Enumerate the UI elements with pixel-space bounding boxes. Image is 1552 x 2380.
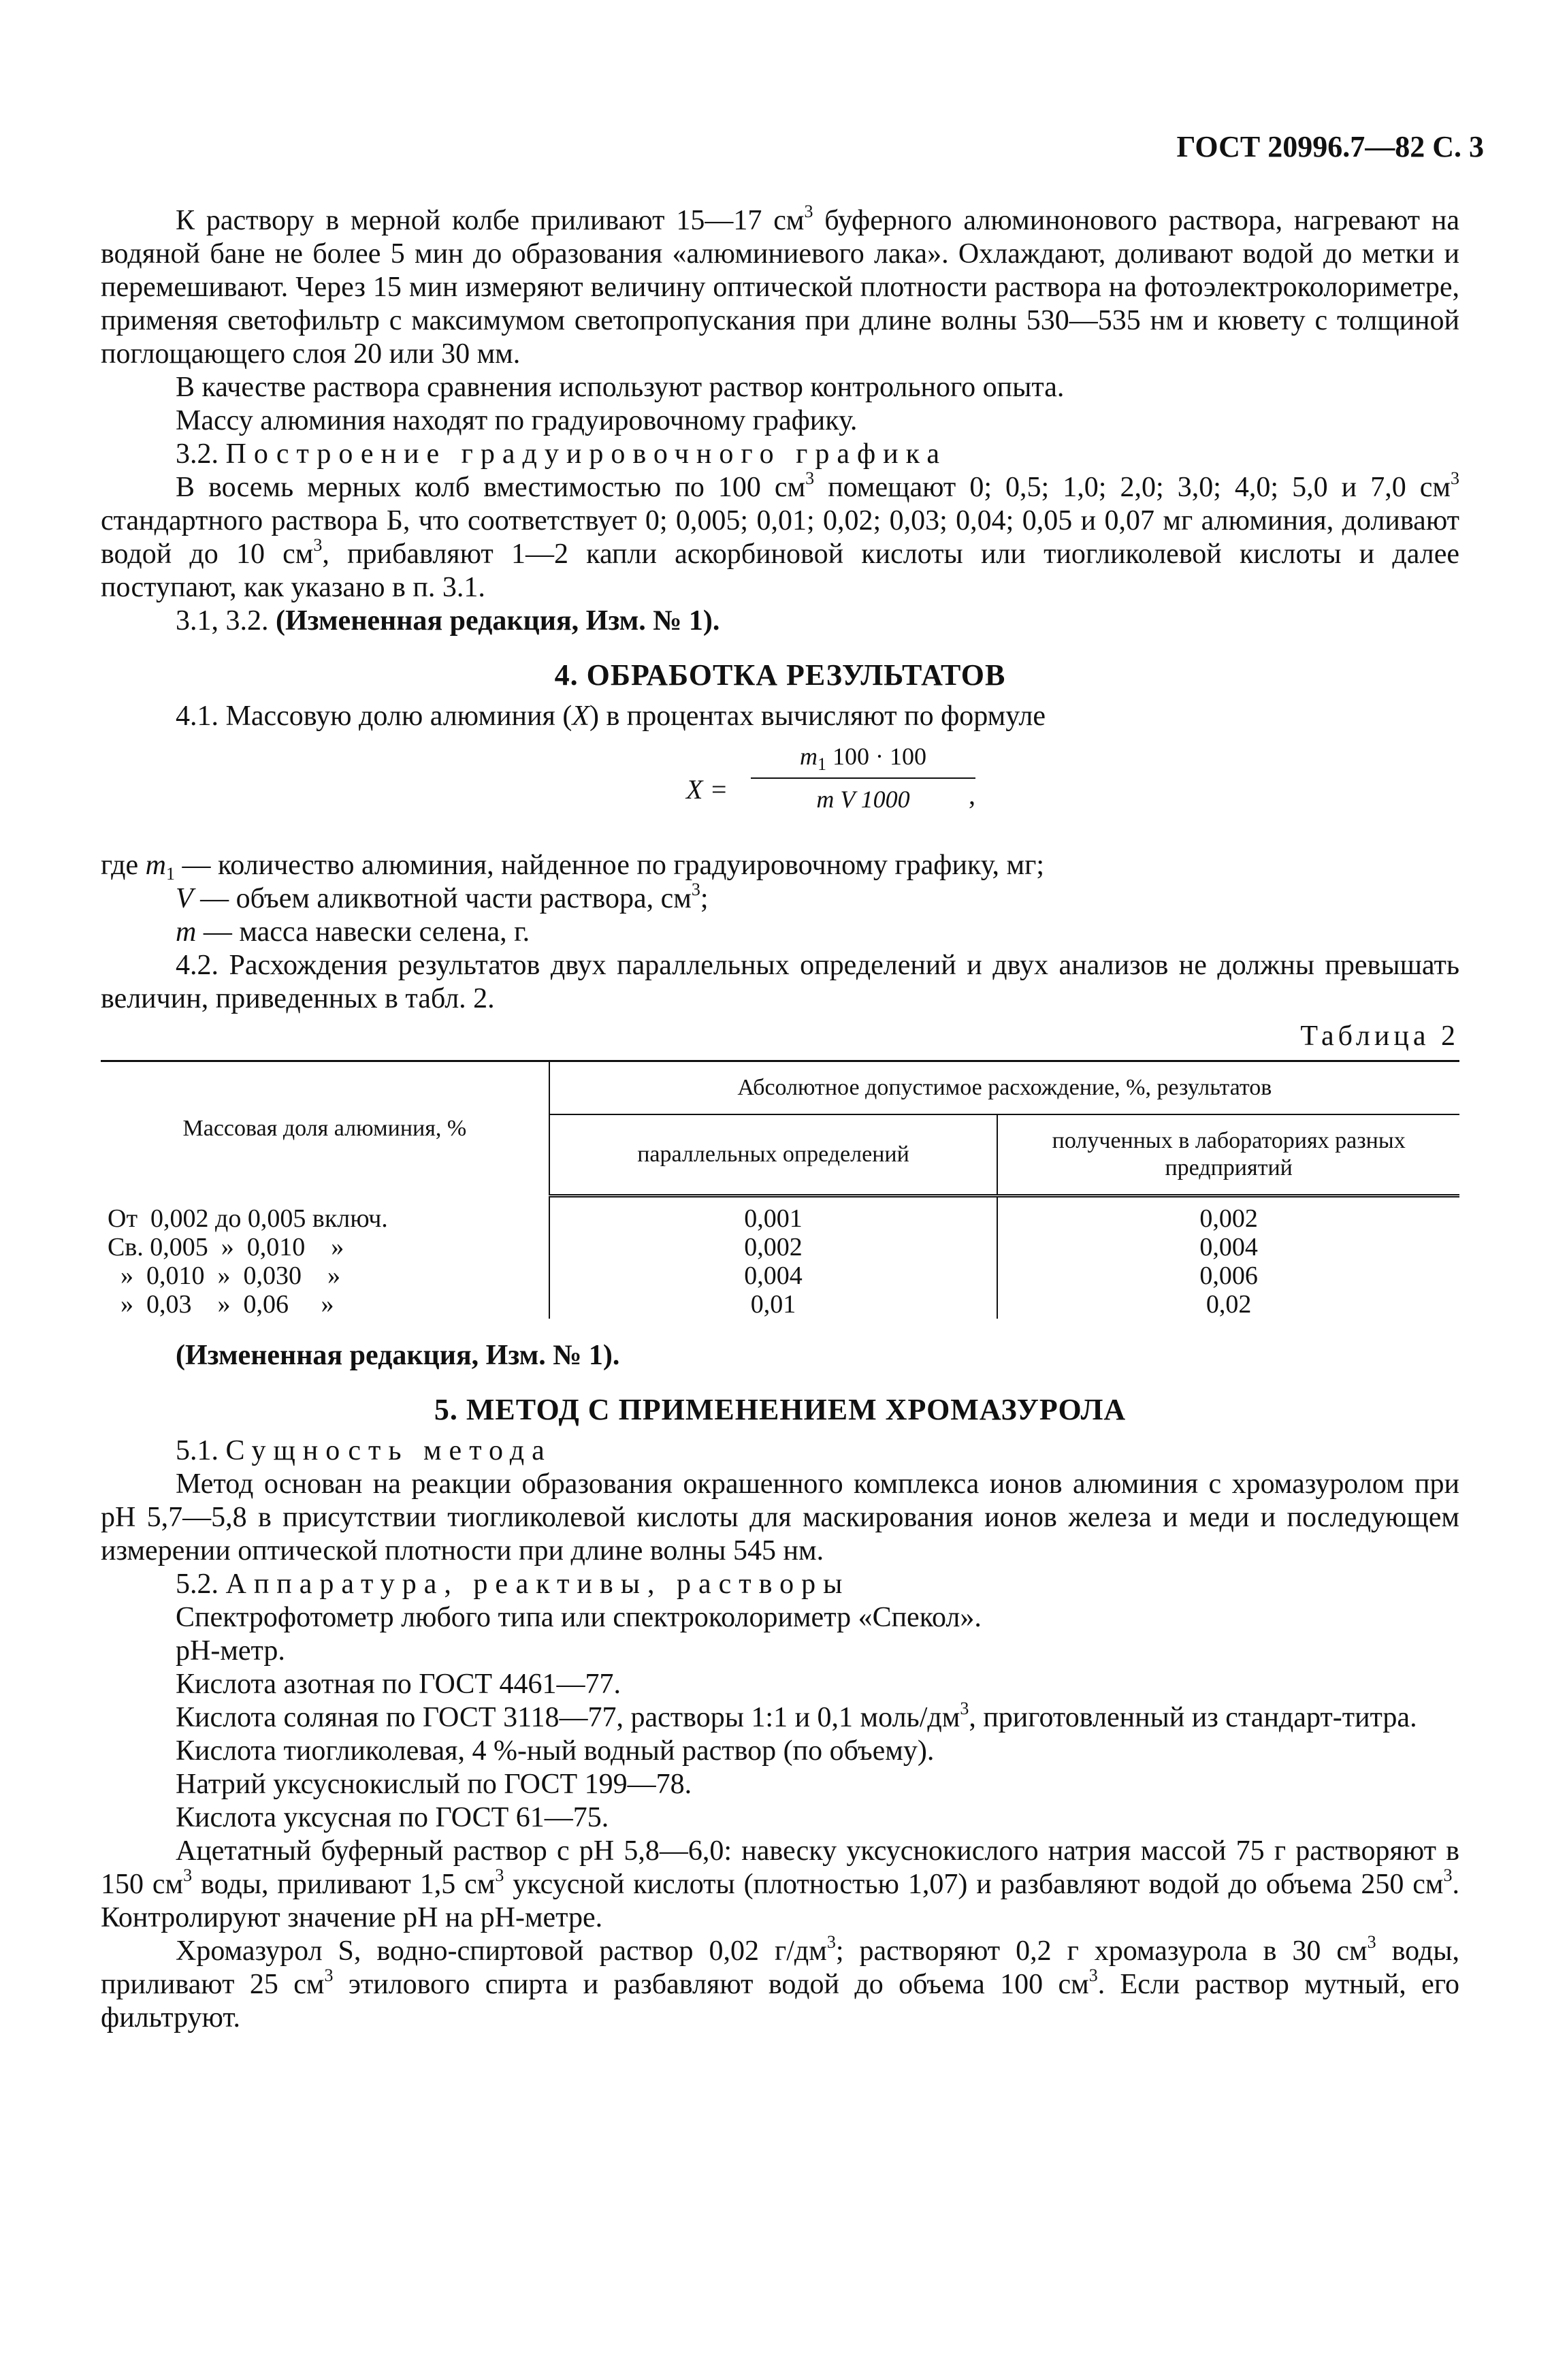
item-chromazurol: Хромазурол S, водно-спиртовой раствор 0,02 $г/дм^3$; растворяют 0,2 г хромазурола в 30 $см^3$ воды, приливают 25 $см^3$ этилового спирта и разбавляют водой до объема 100 $см^3$. Если раствор мутный, его фильтруют.: [101, 1931, 1459, 2033]
item-acetate-buffer: Ацетатный буферный раствор с pH 5,8—6,0: навеску уксуснокислого натрия массой 75 г растворяют в 150 $см^3$ воды, приливают 1,5 $см^3$ уксусной кислоты (плотностью 1,07) и разбавляют водой до объема 250 $см^3$. Контролируют значение pH на pH-метре.: [101, 1835, 1459, 1933]
item-hydrochloric-acid: Кислота соляная по ГОСТ 3118—77, растворы 1:1 и 0,1 моль/$дм^3$, приготовленный из стандарт-титра.: [176, 1698, 1417, 1733]
subsection-5-1-heading: 5.1. Сущность метода: [176, 1434, 552, 1466]
table-caption: Таблица 2: [1300, 1020, 1459, 1052]
paragraph-buffer-solution: К раствору в мерной колбе приливают 15—17 $см^3$ буферного алюминонового раствора, нагревают на водяной бане не более 5 мин до образования «алюминиевого лака». Охлаждают, доливают водой до метки и перемешивают. Через 15 мин измеряют величину оптической плотности раствора на фотоэлектроколориметре, применяя светофильтр с максимумом светопропускания при длине волны 530—535 нм и кювету с толщиной поглощающего слоя 20 или 30 мм.: [101, 202, 1459, 370]
item-sodium-acetate: Натрий уксуснокислый по ГОСТ 199—78.: [176, 1768, 692, 1800]
legend-v: V — объем аликвотной части раствора, $см^3$;: [176, 880, 709, 914]
table-header-labs: полученных в лабораториях разных предприятий: [997, 1114, 1459, 1196]
formula-numerator: $m_1$ 100 · 100: [751, 740, 975, 779]
table-row: » 0,010 » 0,030 » 0,004 0,006: [101, 1261, 1459, 1290]
paragraph-calibration: В восемь мерных колб вместимостью по 100 $см^3$ помещают 0; 0,5; 1,0; 2,0; 3,0; 4,0; 5,0 и 7,0 $см^3$ стандартного раствора Б, что соответствует 0; 0,005; 0,01; 0,02; 0,03; 0,04; 0,05 и 0,07 мг алюминия, доливают водой до 10 $см^3$, прибавляют 1—2 капли аскорбиновой кислоты или тиогликолевой кислоты и далее поступают, как указано в п. 3.1.: [101, 468, 1459, 603]
item-ph-meter: pH-метр.: [176, 1635, 285, 1667]
item-acetic-acid: Кислота уксусная по ГОСТ 61—75.: [176, 1801, 609, 1833]
table-header-mass-fraction: Массовая доля алюминия, %: [101, 1061, 549, 1196]
formula-lhs: X =: [686, 774, 728, 805]
paragraph-4-2: 4.2. Расхождения результатов двух параллельных определений и двух анализов не должны превышать величин, приведенных в табл. 2.: [101, 950, 1459, 1014]
section-5-heading: 5. МЕТОД С ПРИМЕНЕНИЕМ ХРОМАЗУРОЛА: [434, 1392, 1127, 1426]
paragraph-reference-solution: В качестве раствора сравнения используют раствор контрольного опыта.: [176, 372, 1065, 403]
table-row: » 0,03 » 0,06 » 0,01 0,02: [101, 1290, 1459, 1319]
formula-fraction: [751, 740, 975, 816]
legend-m: m — масса навески селена, г.: [176, 916, 530, 948]
paragraph-4-1: 4.1. Массовую долю алюминия (X) в процентах вычисляют по формуле: [176, 701, 1046, 732]
item-thioglycolic-acid: Кислота тиогликолевая, 4 %-ный водный раствор (по объему).: [176, 1735, 935, 1767]
formula-denominator: m V 1000: [816, 786, 910, 813]
section-4-heading: 4. ОБРАБОТКА РЕЗУЛЬТАТОВ: [554, 658, 1006, 692]
paragraph-mass-by-graph: Массу алюминия находят по градуировочному графику.: [176, 405, 858, 436]
amendment-note-4: (Измененная редакция, Изм. № 1).: [176, 1339, 620, 1371]
table-header-group: Абсолютное допустимое расхождение, %, результатов: [549, 1061, 1459, 1115]
table-row: Св. 0,005 » 0,010 » 0,002 0,004: [101, 1233, 1459, 1261]
paragraph-method-essence: Метод основан на реакции образования окрашенного комплекса ионов алюминия с хромазуролом при pH 5,7—5,8 в присутствии тиогликолевой кислоты для маскирования ионов железа и меди и последующем измерении оптической плотности при длине волны 545 нм.: [101, 1468, 1459, 1566]
document-body: [101, 204, 1459, 2035]
legend-m1: где $m_1$ — количество алюминия, найденное по градуировочному графику, мг;: [101, 850, 1045, 884]
table-row: От 0,002 до 0,005 включ. 0,001 0,002: [101, 1204, 1459, 1233]
amendment-note-3: 3.1, 3.2. (Измененная редакция, Изм. № 1).: [176, 605, 720, 637]
item-spectrophotometer: Спектрофотометр любого типа или спектроколориметр «Спекол».: [176, 1601, 982, 1633]
page-header: ГОСТ 20996.7—82 С. 3: [1176, 130, 1484, 163]
formula-legend: [101, 849, 1459, 949]
formula: X = $\frac{m_1 100 \cdot 100}{\text{m V 1000}}$ ,: [101, 733, 1459, 849]
subsection-5-2-heading: 5.2. Аппаратура, реактивы, растворы: [176, 1568, 850, 1600]
table-header-parallel: параллельных определений: [549, 1114, 998, 1196]
subsection-3-2-heading: 3.2. Построение градуировочного графика: [176, 438, 948, 470]
item-nitric-acid: Кислота азотная по ГОСТ 4461—77.: [176, 1668, 621, 1700]
tolerance-table: [101, 1060, 1459, 1319]
